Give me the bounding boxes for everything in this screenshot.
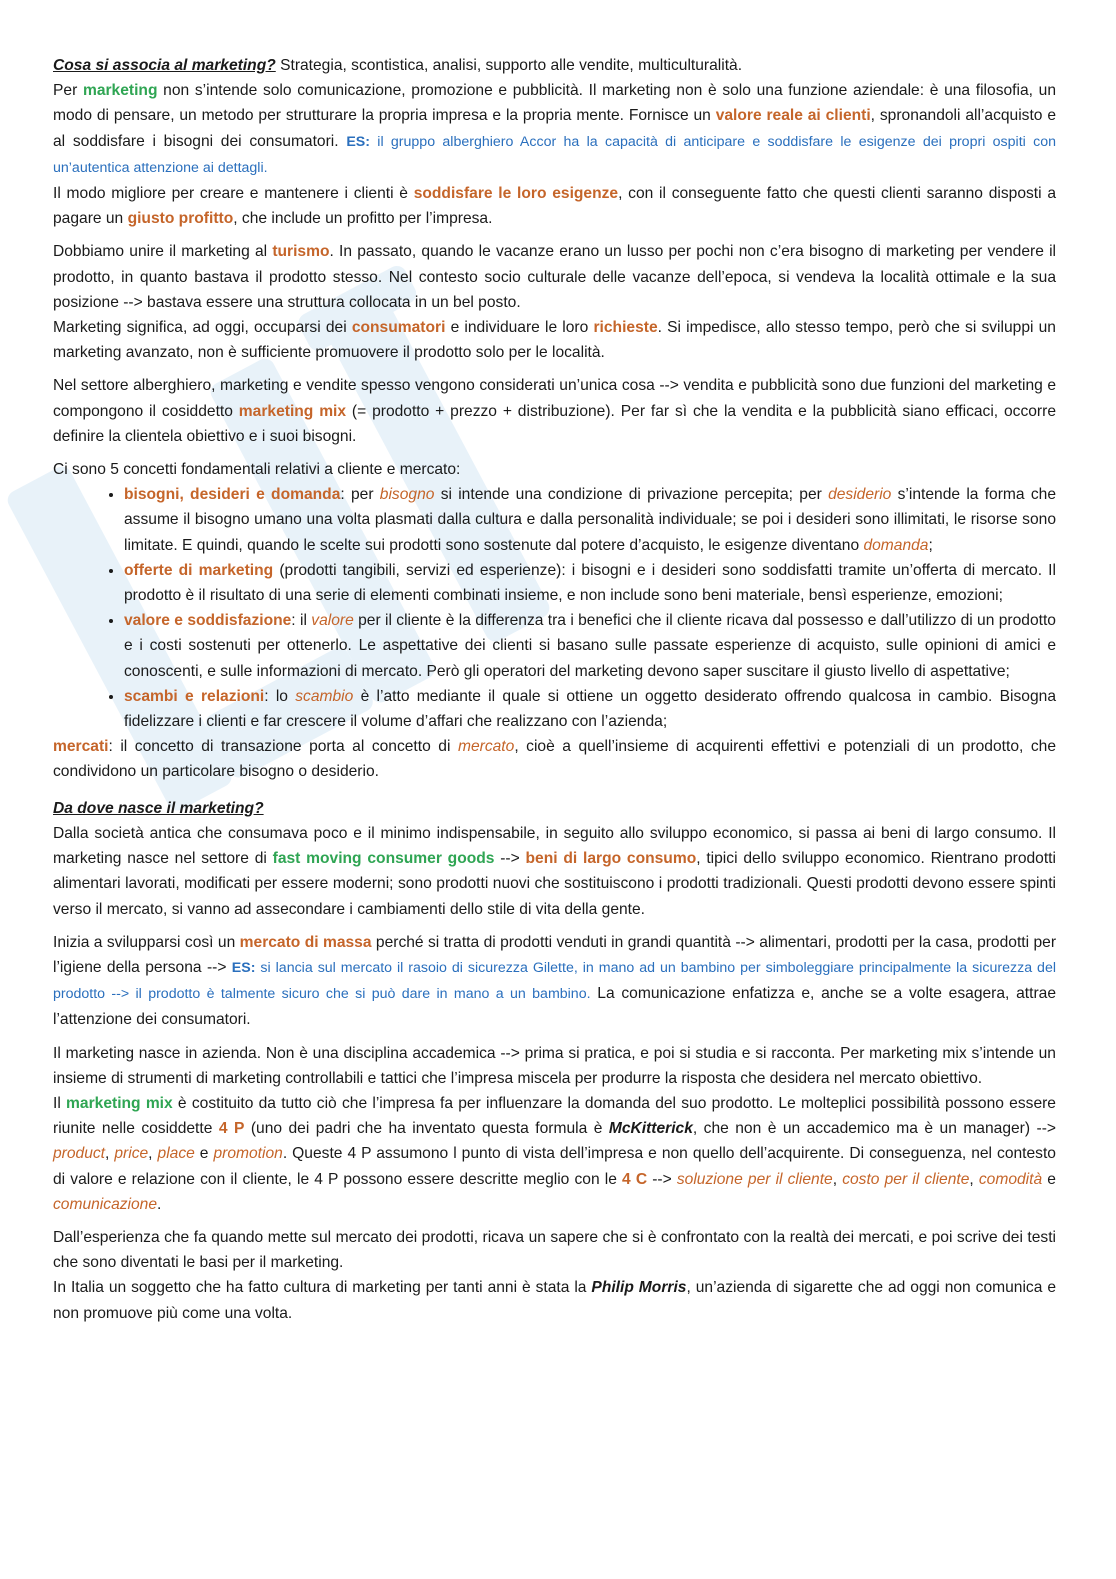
document-page bbox=[53, 53, 1056, 1326]
keyword-giusto-profitto: giusto profitto bbox=[127, 210, 234, 228]
keyword-consumatori: consumatori bbox=[351, 319, 446, 337]
section-heading-da-dove-nasce: Da dove nasce il marketing? bbox=[53, 799, 264, 817]
paragraph-turismo: Dobbiamo unire il marketing al turismo. In passato, quando le vacanze erano un lusso per pochi non c’era bisogno di marketing per vendere il prodotto, in quanto bastava il prodotto stesso. Nel contesto socio culturale delle vacanze dell’epoca, si vendeva la località ottimale e la sua posizione --> bastava essere una struttura collocata in un bel posto. Marketing significa, ad oggi, occuparsi dei consumatori e individuare le loro richieste. Si impedisce, allo stesso tempo, però che si sviluppi un marketing avanzato, non è sufficiente promuovere il prodotto solo per le località. bbox=[53, 243, 1056, 362]
name-philip-morris: Philip Morris bbox=[591, 1279, 687, 1297]
keyword-turismo: turismo bbox=[272, 243, 330, 261]
section-heading-cosa-si-associa: Cosa si associa al marketing? bbox=[53, 57, 276, 74]
paragraph-concetti-intro: Ci sono 5 concetti fondamentali relativi a cliente e mercato: bbox=[53, 461, 461, 479]
keyword-mercato-di-massa: mercato di massa bbox=[239, 933, 372, 951]
paragraph-alberghiero: Nel settore alberghiero, marketing e vendite spesso vengono considerati un’unica cosa --> vendita e pubblicità sono due funzioni del marketing e compongono il cosiddetto marketing mix (= prodotto + prezzo + distribuzione). Per far sì che la vendita e la pubblicità siano efficaci, occorre definire la clientela obiettivo e i suoi bisogni. bbox=[53, 377, 1056, 445]
keyword-4c: 4 C bbox=[622, 1170, 648, 1188]
example-accor: ES: il gruppo alberghiero Accor ha la capacità di anticipare e soddisfare le esigenze dei propri ospiti con un’autentica attenzione ai dettagli. bbox=[53, 133, 1056, 176]
keyword-marketing: marketing bbox=[82, 82, 158, 100]
paragraph-azienda: Il marketing nasce in azienda. Non è una disciplina accademica --> prima si pratica, e poi si studia e si racconta. Per marketing mix s’intende un insieme di strumenti di marketing controllabili e tattici che l’impresa miscela per produrre la risposta che desidera nel mercato obiettivo. Il marketing mix è costituito da tutto ciò che l’impresa fa per influenzare la domanda del suo prodotto. Le molteplici possibilità possono essere riunite nelle cosiddette 4 P (uno dei padri che ha inventato questa formula è McKitterick, che non è un accademico ma è un manager) --> product, price, place e promotion. Queste 4 P assumono l punto di vista dell’impresa e non quello dell’acquirente. Di conseguenza, nel contesto di valore e relazione con il cliente, le 4 P possono essere descritte meglio con le 4 C --> soluzione per il cliente, costo per il cliente, comodità e comunicazione. bbox=[53, 1044, 1056, 1213]
list-item: • offerte di marketing (prodotti tangibili, servizi ed esperienze): i bisogni e i desideri sono soddisfatti tramite un’offerta di mercato. Il prodotto è il risultato di una serie di elementi combinati insieme, e non include sono beni materiale, bensì esperienze, emozioni; bbox=[124, 558, 1056, 608]
keyword-soddisfare: soddisfare le loro esigenze bbox=[413, 185, 619, 203]
keyword-mercati: mercati bbox=[53, 738, 109, 756]
paragraph-esperienza: Dall’esperienza che fa quando mette sul mercato dei prodotti, ricava un sapere che si è confrontato con la realtà dei mercati, e poi scrive dei testi che sono diventati le basi per il marketing. In Italia un soggetto che ha fatto cultura di marketing per tanti anni è stata la Philip Morris, un’azienda di sigarette che ad oggi non comunica e non promuove più come una volta. bbox=[53, 1228, 1056, 1322]
paragraph-mercato-massa: Inizia a svilupparsi così un mercato di massa perché si tratta di prodotti venduti in grandi quantità --> alimentari, prodotti per la casa, prodotti per l’igiene della persona --> ES: si lancia sul mercato il rasoio di sicurezza Gilette, in mano ad un bambino per simboleggiare principalmente la sicurezza del prodotto --> il prodotto è talmente sicuro che si può dare in mano a un bambino. La comunicazione enfatizza e, anche se a volte esagera, attrae l’attenzione dei consumatori. bbox=[53, 933, 1057, 1029]
keyword-marketing-mix-green: marketing mix bbox=[66, 1094, 173, 1112]
list-item: • bisogni, desideri e domanda: per bisogno si intende una condizione di privazione percepita; per desiderio s’intende la forma che assume il bisogno umano una volta plasmati dalla cultura e dalla personalità individuale; se poi i desideri sono illimitati, le risorse sono limitate. E quindi, quando le scelte sui prodotti sono sostenute dal potere d’acquisto, le esigenze diventano domanda; bbox=[124, 482, 1056, 558]
example-gilette: ES: si lancia sul mercato il rasoio di sicurezza Gilette, in mano ad un bambino per simboleggiare principalmente la sicurezza del prodotto --> il prodotto è talmente sicuro che si può dare in mano a un bambino. bbox=[53, 959, 1056, 1003]
keyword-marketing-mix: marketing mix bbox=[238, 402, 347, 420]
concept-list bbox=[53, 482, 1056, 734]
paragraph-da-dove: Da dove nasce il marketing? Dalla società antica che consumava poco e il minimo indispensabile, in seguito allo sviluppo economico, si passa ai beni di largo consumo. Il marketing nasce nel settore di fast moving consumer goods --> beni di largo consumo, tipici dello sviluppo economico. Rientrano prodotti alimentari lavorati, modificati per essere moderni; sono prodotti nuovi che sostituiscono i prodotti tradizionali. Questi prodotti devono essere spinti verso il mercato, si vanno ad assecondare i cambiamenti dello stile di vita della gente. bbox=[53, 799, 1056, 918]
name-mckitterick: McKitterick bbox=[608, 1120, 693, 1138]
keyword-beni-largo-consumo: beni di largo consumo bbox=[525, 850, 697, 868]
keyword-valore: valore reale ai clienti bbox=[715, 107, 871, 125]
list-item: • scambi e relazioni: lo scambio è l’atto mediante il quale si ottiene un oggetto desiderato offrendo qualcosa in cambio. Bisogna fidelizzare i clienti e far crescere il volume d’affari che realizzano con l’azienda; bbox=[124, 684, 1056, 734]
keyword-richieste: richieste bbox=[593, 319, 658, 337]
list-item: • valore e soddisfazione: il valore per il cliente è la differenza tra i benefici che il cliente ricava dal possesso e dall’utilizzo di un prodotto e i costi sostenuti per ottenerlo. Le aspettative dei clienti si basano sulle passate esperienze di acquisto, sulle opinioni di amici e conoscenti, e sulle informazioni di mercato. Però gli operatori del marketing devono saper suscitare il giusto livello di aspettative; bbox=[124, 608, 1056, 684]
keyword-4p: 4 P bbox=[218, 1120, 245, 1138]
paragraph-intro: Cosa si associa al marketing? Strategia, scontistica, analisi, supporto alle vendite, multiculturalità. Per marketing non s’intende solo comunicazione, promozione e pubblicità. Il marketing non è solo una funzione aziendale: è una filosofia, un modo di pensare, un metodo per strutturare la propria impresa e la propria mente. Fornisce un valore reale ai clienti, spronandoli all’acquisto e al soddisfare i bisogni dei consumatori. ES: il gruppo alberghiero Accor ha la capacità di anticipare e soddisfare le esigenze dei propri ospiti con un’autentica attenzione ai dettagli. Il modo migliore per creare e mantenere i clienti è soddisfare le loro esigenze, con il conseguente fatto che questi clienti saranno disposti a pagare un giusto profitto, che include un profitto per l’impresa. bbox=[53, 57, 1056, 228]
keyword-fmcg: fast moving consumer goods bbox=[272, 850, 495, 868]
paragraph-mercati: mercati: il concetto di transazione porta al concetto di mercato, cioè a quell’insieme di acquirenti effettivi e potenziali di un prodotto, che condividono un particolare bisogno o desiderio. bbox=[53, 738, 1056, 781]
